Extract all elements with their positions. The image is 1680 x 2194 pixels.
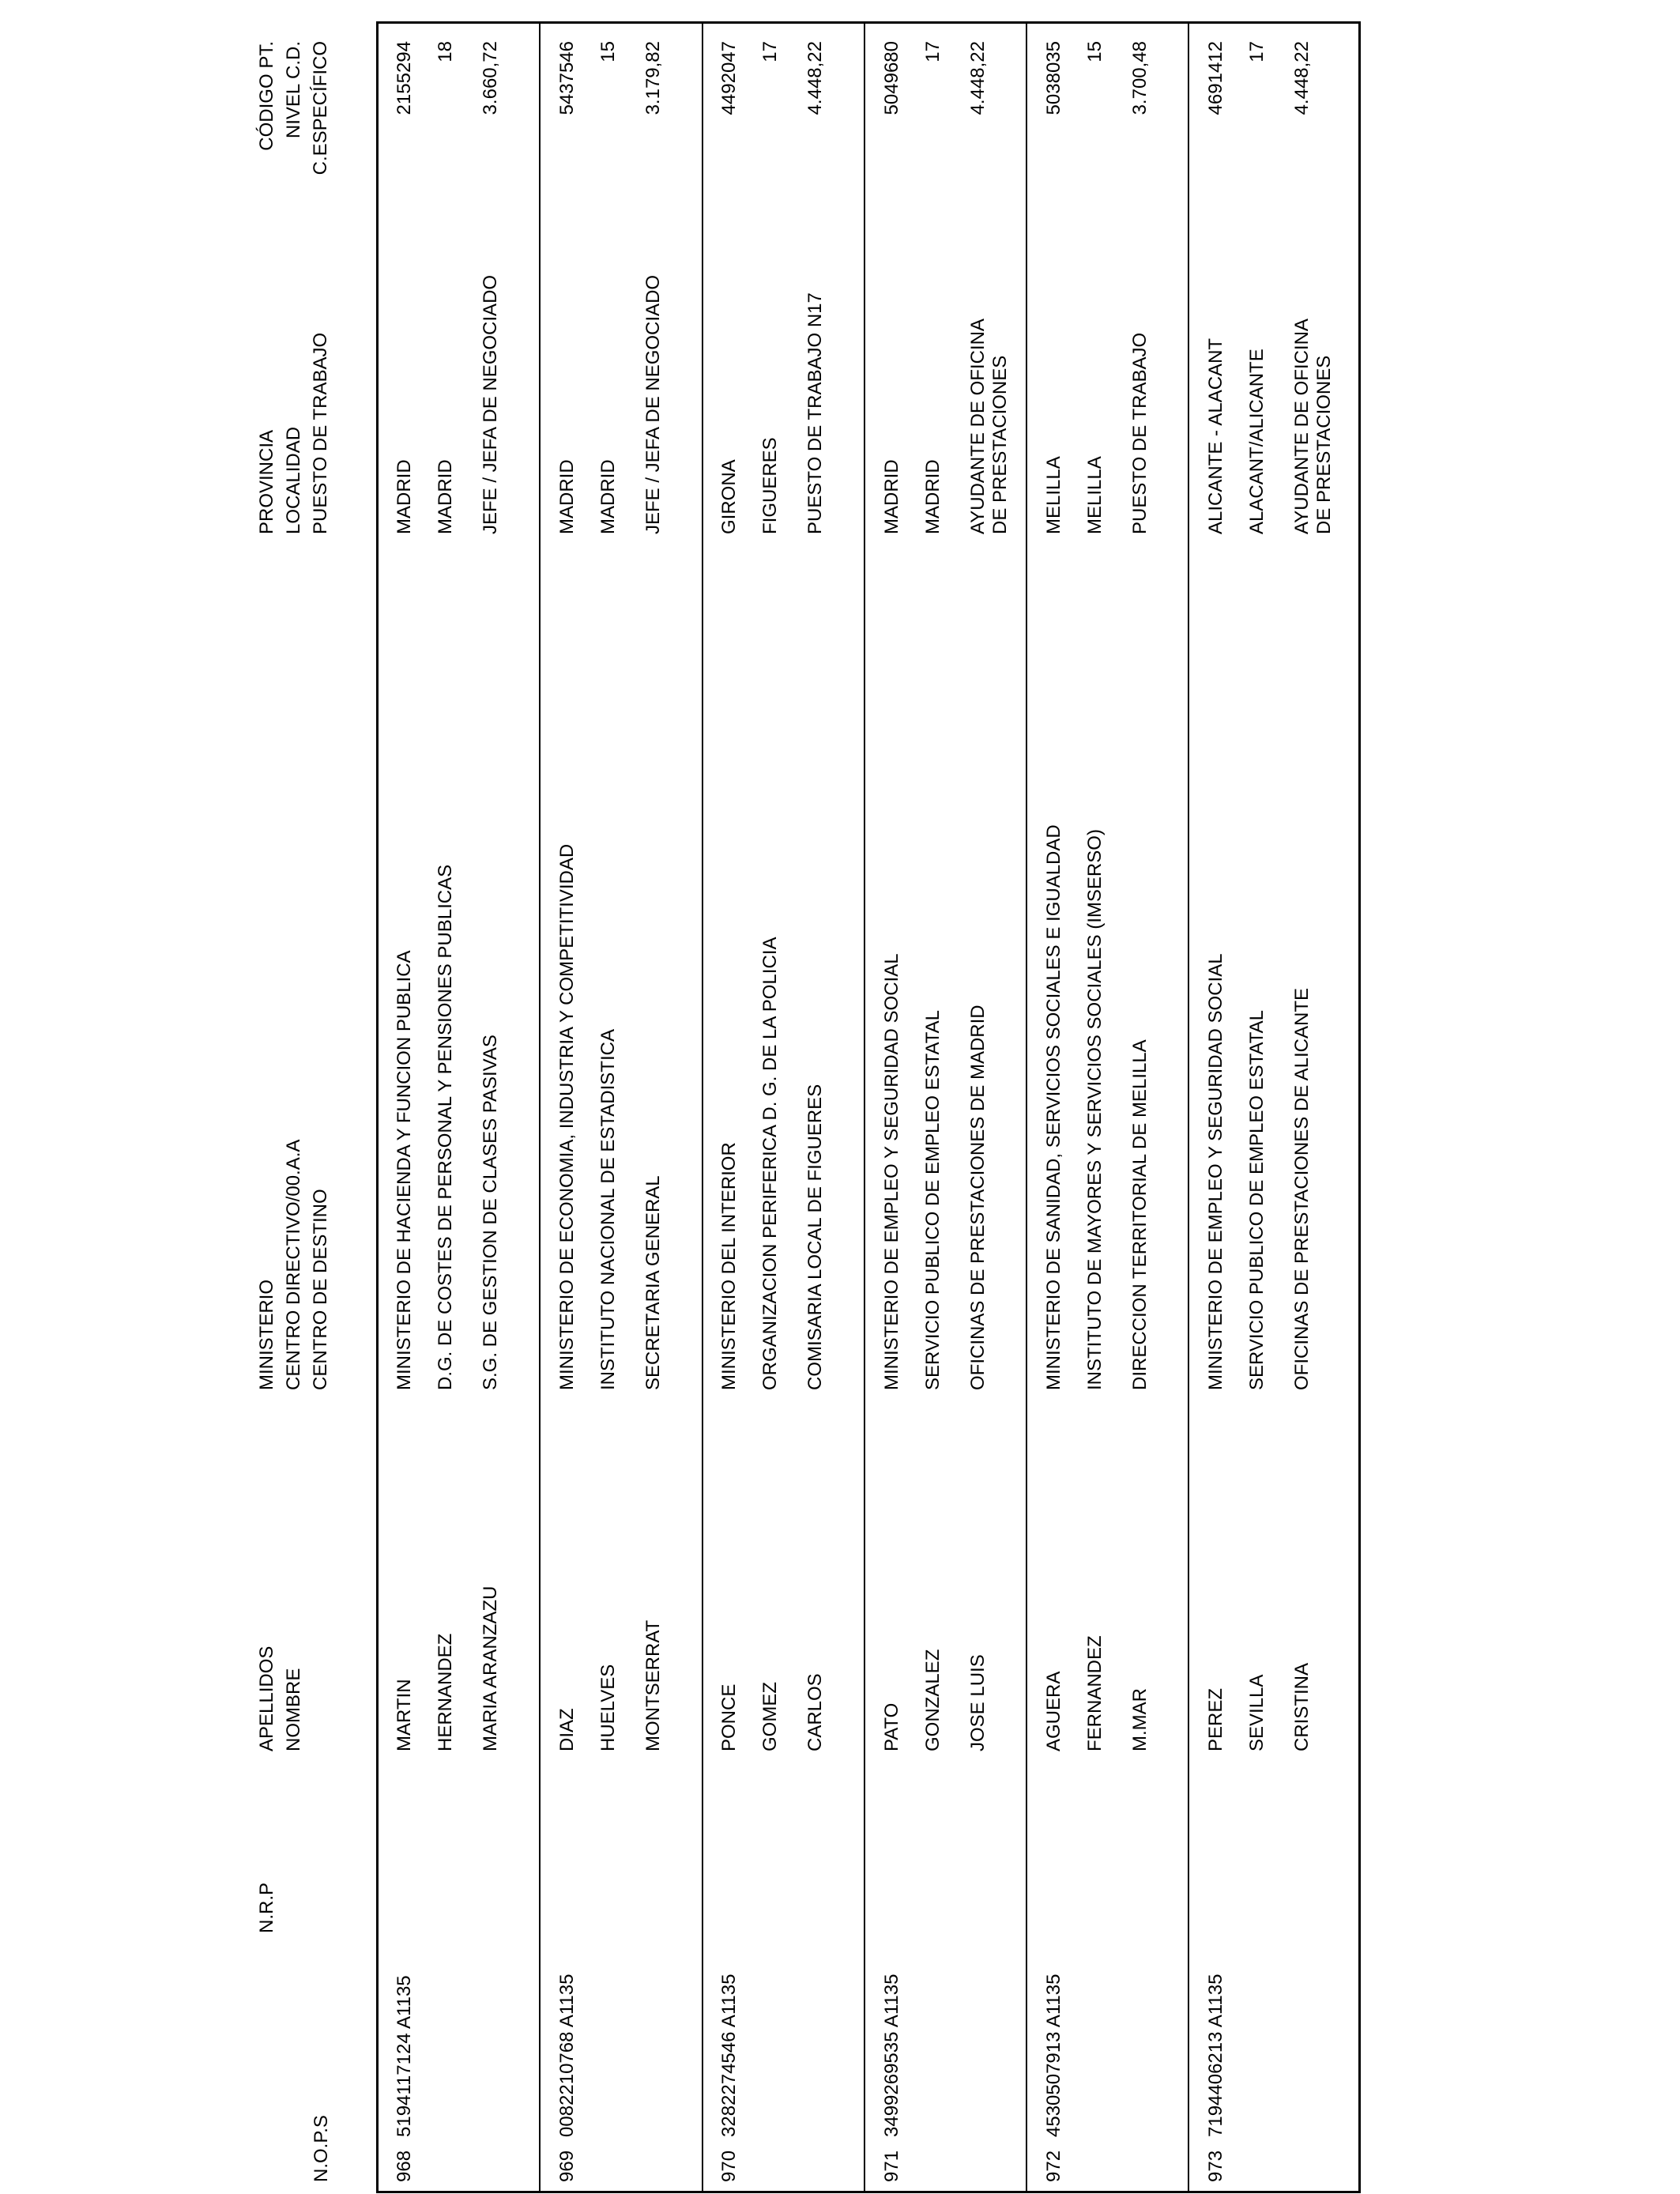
- record-codigo-pt: 4492047: [718, 41, 740, 115]
- record-puesto: PUESTO DE TRABAJO: [1129, 332, 1151, 534]
- record-apellido1: PONCE: [718, 1683, 740, 1751]
- record-c-especifico: 3.179,82: [642, 41, 664, 115]
- header-apellidos: APELLIDOS: [256, 1646, 277, 1751]
- record-nombre: MARIA ARANZAZU: [480, 1585, 501, 1751]
- record-centro-directivo: SERVICIO PUBLICO DE EMPLEO ESTATAL: [1246, 1009, 1268, 1390]
- record-c-especifico: 3.660,72: [480, 41, 501, 115]
- record-nivel-cd: 17: [759, 41, 781, 62]
- record-apellido1: MARTIN: [394, 1679, 415, 1751]
- record-centro-destino: OFICINAS DE PRESTACIONES DE MADRID: [967, 1005, 989, 1390]
- record-nops: 970: [718, 2150, 740, 2182]
- record-centro-directivo: SERVICIO PUBLICO DE EMPLEO ESTATAL: [922, 1009, 944, 1390]
- record-ministerio: MINISTERIO DE ECONOMIA, INDUSTRIA Y COMPETITIVIDAD: [556, 843, 578, 1390]
- header-nrp: N.R.P: [256, 1882, 277, 1933]
- record-centro-destino: COMISARIA LOCAL DE FIGUERES: [804, 1084, 826, 1390]
- record-apellido2: HUELVES: [597, 1664, 619, 1751]
- record-codigo-pt: 4691412: [1205, 41, 1226, 115]
- record-centro-destino: DIRECCION TERRITORIAL DE MELILLA: [1129, 1039, 1151, 1390]
- record-centro-destino: S.G. DE GESTION DE CLASES PASIVAS: [480, 1035, 501, 1390]
- record-apellido1: PATO: [881, 1702, 902, 1751]
- record-provincia: GIRONA: [718, 459, 740, 534]
- row-divider: [702, 21, 703, 2193]
- row-divider: [539, 21, 541, 2193]
- record-apellido1: PEREZ: [1205, 1687, 1226, 1751]
- record-nrp: 4530507913 A1135: [1043, 1973, 1064, 2137]
- record-nombre: JOSE LUIS: [967, 1654, 989, 1751]
- record-nivel-cd: 17: [1246, 41, 1268, 62]
- record-nombre: CRISTINA: [1291, 1662, 1313, 1751]
- record-nivel-cd: 15: [1084, 41, 1106, 62]
- header-c-especifico: C.ESPECÍFICO: [310, 41, 331, 175]
- row-divider: [1188, 21, 1189, 2193]
- record-nivel-cd: 15: [597, 41, 619, 62]
- record-provincia: MADRID: [556, 459, 578, 534]
- header-nops: N.O.P.S: [311, 2115, 332, 2182]
- record-localidad: MADRID: [597, 459, 619, 534]
- record-provincia: MELILLA: [1043, 456, 1064, 534]
- record-localidad: MADRID: [922, 459, 944, 534]
- record-provincia: ALICANTE - ALACANT: [1205, 337, 1226, 534]
- record-nrp: 5194117124 A1135: [394, 1975, 415, 2137]
- record-c-especifico: 3.700,48: [1129, 41, 1151, 115]
- record-nrp: 0082210768 A1135: [556, 1973, 578, 2137]
- header-centro-destino: CENTRO DE DESTINO: [310, 1189, 331, 1390]
- record-centro-directivo: INSTITUTO NACIONAL DE ESTADISTICA: [597, 1029, 619, 1390]
- record-nops: 969: [556, 2150, 578, 2182]
- record-nops: 972: [1043, 2150, 1064, 2182]
- record-nombre: CARLOS: [804, 1673, 826, 1751]
- record-apellido2: HERNANDEZ: [435, 1633, 456, 1751]
- record-ministerio: MINISTERIO DE EMPLEO Y SEGURIDAD SOCIAL: [881, 953, 902, 1390]
- header-nivel-cd: NIVEL C.D.: [283, 41, 304, 139]
- record-apellido1: AGUERA: [1043, 1671, 1064, 1751]
- record-localidad: ALACANT/ALICANTE: [1246, 349, 1268, 534]
- record-apellido2: FERNANDEZ: [1084, 1635, 1106, 1751]
- record-localidad: FIGUERES: [759, 437, 781, 534]
- record-provincia: MADRID: [394, 459, 415, 534]
- record-nombre: MONTSERRAT: [642, 1619, 664, 1751]
- record-nops: 973: [1205, 2150, 1226, 2182]
- record-codigo-pt: 5038035: [1043, 41, 1064, 115]
- record-centro-destino: SECRETARIA GENERAL: [642, 1175, 664, 1390]
- record-centro-directivo: ORGANIZACION PERIFERICA D. G. DE LA POLICIA: [759, 937, 781, 1390]
- header-ministerio: MINISTERIO: [256, 1279, 277, 1390]
- record-nrp: 3282274546 A1135: [718, 1973, 740, 2137]
- record-ministerio: MINISTERIO DE SANIDAD, SERVICIOS SOCIALES E IGUALDAD: [1043, 824, 1064, 1390]
- record-codigo-pt: 2155294: [394, 41, 415, 115]
- record-localidad: MADRID: [435, 459, 456, 534]
- record-centro-destino: OFICINAS DE PRESTACIONES DE ALICANTE: [1291, 988, 1313, 1390]
- record-c-especifico: 4.448,22: [1291, 41, 1313, 115]
- row-divider: [1026, 21, 1027, 2193]
- record-apellido2: GOMEZ: [759, 1682, 781, 1751]
- record-ministerio: MINISTERIO DE HACIENDA Y FUNCION PUBLICA: [394, 950, 415, 1390]
- record-codigo-pt: 5437546: [556, 41, 578, 115]
- record-c-especifico: 4.448,22: [804, 41, 826, 115]
- row-divider: [864, 21, 865, 2193]
- header-puesto: PUESTO DE TRABAJO: [310, 332, 331, 534]
- record-localidad: MELILLA: [1084, 456, 1106, 534]
- record-nombre: M.MAR: [1129, 1688, 1151, 1751]
- record-puesto: AYUDANTE DE OFICINA DE PRESTACIONES: [1291, 319, 1335, 534]
- record-centro-directivo: D.G. DE COSTES DE PERSONAL Y PENSIONES PUBLICAS: [435, 864, 456, 1390]
- record-puesto: JEFE / JEFA DE NEGOCIADO: [642, 274, 664, 534]
- record-puesto: PUESTO DE TRABAJO N17: [804, 292, 826, 534]
- record-ministerio: MINISTERIO DEL INTERIOR: [718, 1142, 740, 1390]
- header-nombre: NOMBRE: [283, 1668, 304, 1751]
- record-apellido1: DIAZ: [556, 1708, 578, 1751]
- record-nrp: 3499269535 A1135: [881, 1973, 902, 2137]
- record-nivel-cd: 18: [435, 41, 456, 62]
- record-codigo-pt: 5049680: [881, 41, 902, 115]
- record-nrp: 7194406213 A1135: [1205, 1973, 1226, 2137]
- record-nops: 971: [881, 2150, 902, 2182]
- record-nops: 968: [394, 2150, 415, 2182]
- record-ministerio: MINISTERIO DE EMPLEO Y SEGURIDAD SOCIAL: [1205, 953, 1226, 1390]
- record-apellido2: SEVILLA: [1246, 1674, 1268, 1751]
- record-apellido2: GONZALEZ: [922, 1649, 944, 1751]
- header-codigo-pt: CÓDIGO PT.: [256, 41, 277, 151]
- header-centro-directivo: CENTRO DIRECTIVO/00.A.A: [283, 1139, 304, 1390]
- record-nivel-cd: 17: [922, 41, 944, 62]
- record-c-especifico: 4.448,22: [967, 41, 989, 115]
- record-centro-directivo: INSTITUTO DE MAYORES Y SERVICIOS SOCIALES (IMSERSO): [1084, 829, 1106, 1390]
- header-localidad: LOCALIDAD: [283, 426, 304, 534]
- record-provincia: MADRID: [881, 459, 902, 534]
- record-puesto: AYUDANTE DE OFICINA DE PRESTACIONES: [967, 319, 1011, 534]
- header-provincia: PROVINCIA: [256, 429, 277, 534]
- record-puesto: JEFE / JEFA DE NEGOCIADO: [480, 274, 501, 534]
